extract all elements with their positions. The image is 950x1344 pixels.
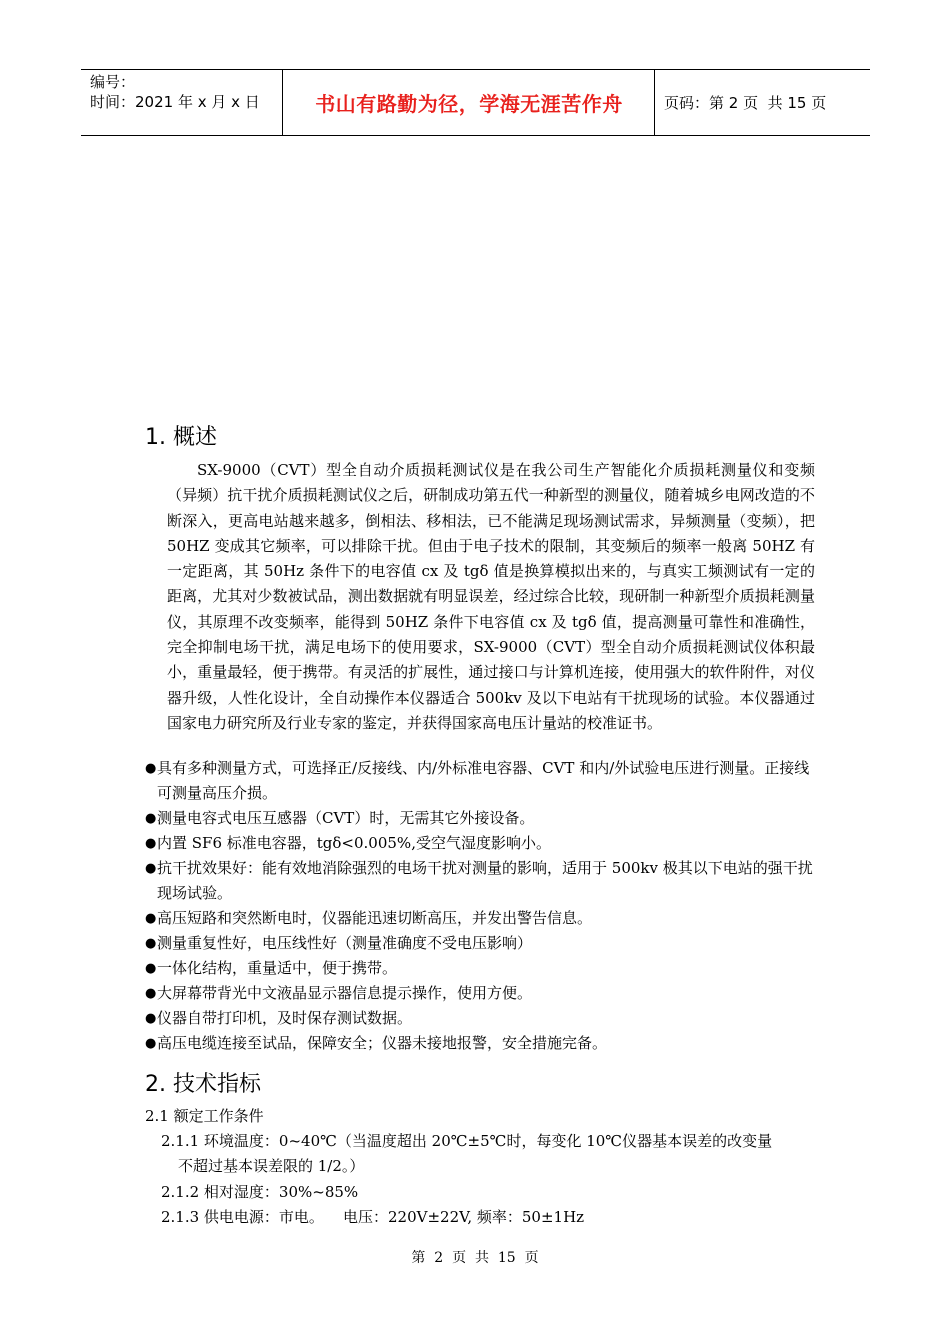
header-bottom-rule <box>81 135 870 136</box>
spec-2-1-heading: 2.1 额定工作条件 <box>145 1107 264 1125</box>
feature-list-item <box>145 956 815 981</box>
bullet-dot-icon: ● <box>145 836 157 851</box>
bullet-dot-icon: ● <box>145 861 157 876</box>
feature-text: 测量电容式电压互感器（CVT）时，无需其它外接设备。 <box>157 809 535 827</box>
feature-list-item <box>145 1031 815 1056</box>
header-code: 编号： <box>90 73 136 91</box>
spec-2-1-3: 2.1.3 供电电源：市电。 电压：220V±22V, 频率：50±1Hz <box>161 1208 585 1226</box>
header-time: 时间：2021 年 x 月 x 日 <box>90 93 260 111</box>
feature-list-item <box>145 981 815 1006</box>
header-meta <box>90 72 260 112</box>
feature-text: 高压电缆连接至试品，保障安全；仪器未接地报警，安全措施完备。 <box>157 1034 608 1052</box>
feature-list-item <box>145 856 815 906</box>
bullet-dot-icon: ● <box>145 1011 157 1026</box>
feature-list-item <box>145 756 815 806</box>
feature-text: 仪器自带打印机，及时保存测试数据。 <box>157 1009 413 1027</box>
bullet-dot-icon: ● <box>145 936 157 951</box>
feature-text: 具有多种测量方式，可选择正/反接线、内/外标准电容器、CVT 和内/外试验电压进行测量。正接线可测量高压介损。 <box>157 759 810 802</box>
feature-text: 抗干扰效果好：能有效地消除强烈的电场干扰对测量的影响，适用于 500kv 极其以下电站的强干扰现场试验。 <box>157 859 813 902</box>
section-1-paragraph: SX-9000（CVT）型全自动介质损耗测试仪是在我公司生产智能化介质损耗测量仪和变频（异频）抗干扰介质损耗测试仪之后，研制成功第五代一种新型的测量仪，随着城乡电网改造的不断深入，更高电站越来越多，倒相法、移相法，已不能满足现场测试需求，异频测量（变频），把 50HZ 变成其它频率，可以排除干扰。但由于电子技术的限制，其变频后的频率一般离 50HZ 有一定距离，其 50Hz 条件下的电容值 cx 及 tgδ 值是换算模拟出来的，与真实工频测试有一定的距离，尤其对少数被试品，测出数据就有明显误差，经过综合比较，现研制一种新型介质损耗测量仪，其原理不改变频率，能得到 50HZ 条件下电容值 cx 及 tgδ 值，提高测量可靠性和准确性，完全抑制电场干扰，满足电场下的使用要求，SX-9000（CVT）型全自动介质损耗测试仪体积最小，重量最轻，便于携带。有灵活的扩展性，通过接口与计算机连接，使用强大的软件附件，对仪器升级，人性化设计，全自动操作本仪器适合 500kv 及以下电站有干扰现场的试验。本仪器通过国家电力研究所及行业专家的鉴定，并获得国家高电压计量站的校准证书。 <box>167 461 815 732</box>
bullet-dot-icon: ● <box>145 761 157 776</box>
bullet-dot-icon: ● <box>145 1036 157 1051</box>
bullet-dot-icon: ● <box>145 911 157 926</box>
feature-text: 一体化结构，重量适中，便于携带。 <box>157 959 398 977</box>
spec-2-1-2: 2.1.2 相对湿度：30%~85% <box>161 1183 359 1201</box>
header-top-rule <box>81 69 870 70</box>
feature-text: 大屏幕带背光中文液晶显示器信息提示操作，使用方便。 <box>157 984 533 1002</box>
bullet-dot-icon: ● <box>145 811 157 826</box>
spec-2-1-1-line1: 2.1.1 环境温度：0~40℃（当温度超出 20℃±5℃时，每变化 10℃仪器基本误差的改变量 <box>161 1132 773 1150</box>
header-motto: 书山有路勤为径，学海无涯苦作舟 <box>315 92 623 116</box>
page-footer: 第 2 页 共 15 页 <box>411 1250 539 1266</box>
feature-list-item <box>145 806 815 831</box>
feature-text: 测量重复性好，电压线性好（测量准确度不受电压影响） <box>157 934 533 952</box>
feature-text: 高压短路和突然断电时，仪器能迅速切断高压，并发出警告信息。 <box>157 909 593 927</box>
section-2-title: 2. 技术指标 <box>145 1072 261 1097</box>
bullet-dot-icon: ● <box>145 961 157 976</box>
bullet-dot-icon: ● <box>145 986 157 1001</box>
feature-list-item <box>145 931 815 956</box>
section-1-title: 1. 概述 <box>145 425 217 450</box>
feature-list-item <box>145 1006 815 1031</box>
feature-list-item <box>145 906 815 931</box>
feature-list-item <box>145 831 815 856</box>
feature-text: 内置 SF6 标准电容器，tgδ<0.005%,受空气湿度影响小。 <box>157 834 551 852</box>
feature-list <box>145 756 815 1056</box>
spec-2-1-1-line2: 不超过基本误差限的 1/2。） <box>178 1157 365 1175</box>
header-page-info: 页码：第 2 页 共 15 页 <box>664 94 827 112</box>
